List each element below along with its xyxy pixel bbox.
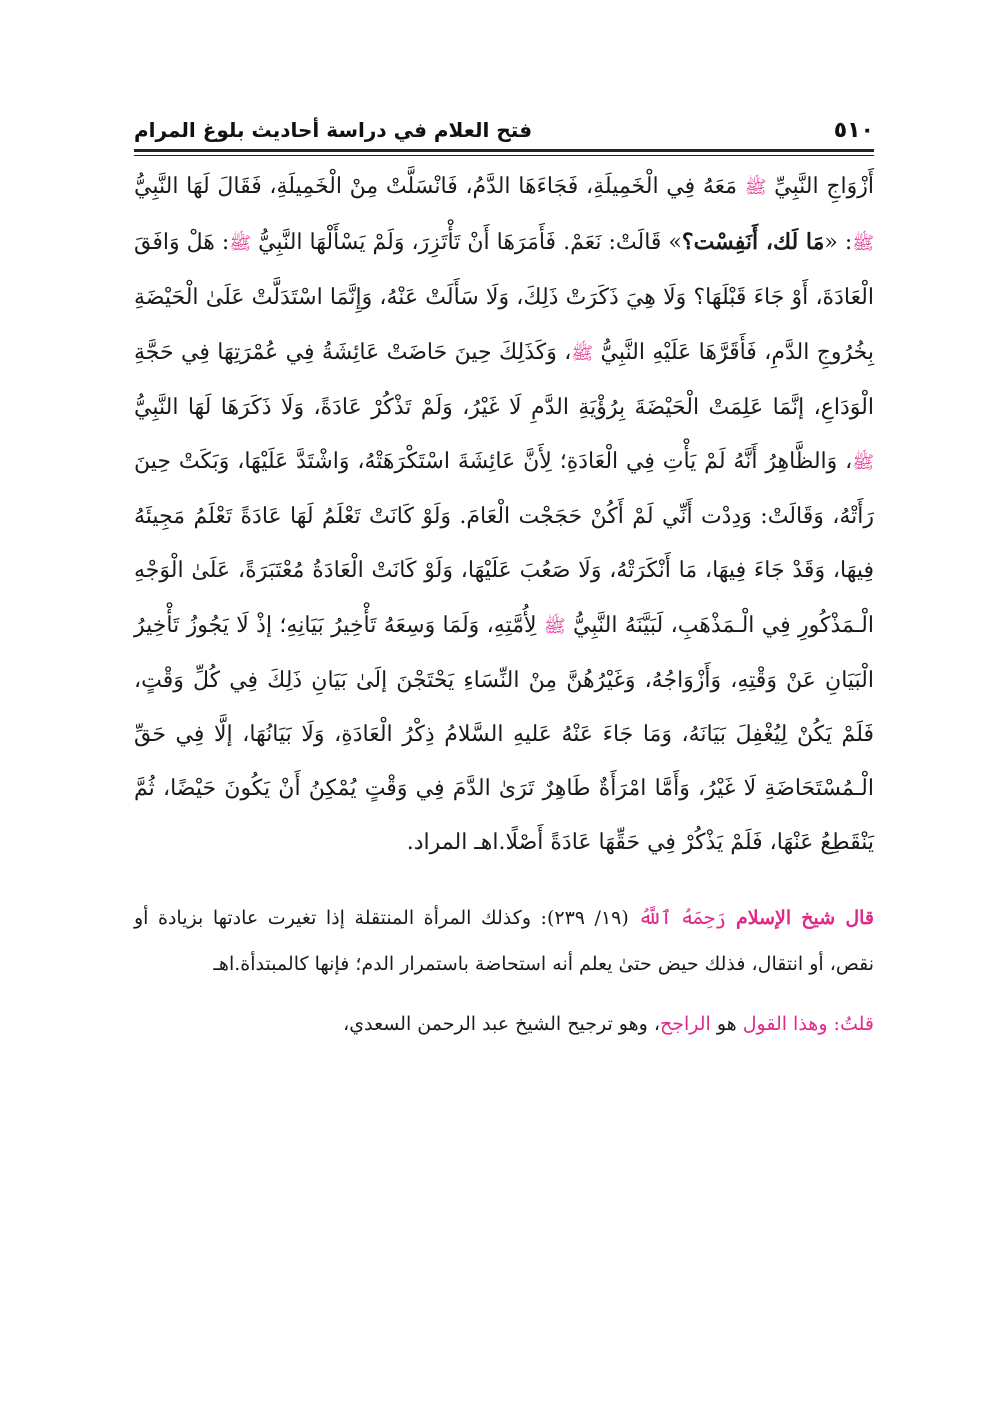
pbuh-glyph: ﷺ	[744, 177, 767, 198]
hadith-text: لِأُمَّتِهِ، وَلَمَا وَسِعَهُ تَأْخِيرُ بَيَانِهِ؛ إذْ لَا يَجُوزُ تَأْخِيرُ الْبَيَانِ عَنْ وَقْتِهِ، وَأَزْوَاجُهُ، وَغَيْرُهُنَّ مِنْ النِّسَاءِ يَحْتَجْنَ إلَىٰ بَيَانِ ذَلِكَ فِي كُلِّ وَقْتٍ، فَلَمْ يَكُنْ لِيُغْفِلَ بَيَانَهُ، وَمَا جَاءَ عَنْهُ عَليهِ السَّلامُ ذِكْرُ الْعَادَةِ، وَلَا بَيَانُهَا، إلَّا فِي حَقِّ الْـمُسْتَحَاضَةِ لَا غَيْرُ، وَأَمَّا امْرَأَةٌ طَاهِرٌ تَرَىٰ الدَّمَ فِي وَقْتٍ يُمْكِنُ أَنْ يَكُونَ حَيْضًا، ثُمَّ يَنْقَطِعُ عَنْهَا، فَلَمْ يَذْكُرْ فِي حَقِّهَا عَادَةً أَصْلًا.اهـ المراد.	[134, 612, 874, 856]
page-number: ٥١٠	[833, 117, 874, 143]
qultu-lead: قلتُ:	[827, 1012, 874, 1035]
pbuh-glyph: ﷺ	[852, 452, 874, 474]
shaykh-paragraph	[134, 895, 874, 987]
honorific: رَحِمَهُ ٱللَّهُ	[638, 906, 726, 929]
qultu-middle: هو	[710, 1012, 743, 1035]
hadith-quote: مَا لَك، أَنَفِسْت؟	[681, 229, 825, 256]
qultu-text: ، وهو ترجيح الشيخ عبد الرحمن السعدي،	[343, 1012, 660, 1035]
hadith-text: أَزْوَاجِ النَّبِيِّ	[766, 174, 874, 199]
hadith-text: : هَلْ وَافَقَ الْعَادَةَ، أَوْ جَاءَ قَبْلَهَا؟ وَلَا هِيَ ذَكَرَتْ ذَلِكَ، وَلَا سَأَلَتْ عَنْهُ، وَإِنَّمَا اسْتَدَلَّتْ عَلَىٰ الْحَيْضَةِ بِخُرُوجِ الدَّمِ، فَأَقَرَّهَا عَلَيْهِ النَّبِيُّ	[134, 230, 874, 365]
running-header	[134, 112, 874, 148]
pbuh-glyph: ﷺ	[229, 233, 252, 255]
header-rule-thin	[134, 155, 874, 156]
qultu-highlight: الراجح	[659, 1012, 711, 1035]
header-rule	[134, 149, 874, 152]
qultu-paragraph	[134, 1001, 874, 1047]
pbuh-glyph: ﷺ	[852, 233, 874, 255]
body-text	[134, 160, 874, 1047]
hadith-text: » قَالَتْ: نَعَمْ. فَأَمَرَهَا أَنْ تَأْتَزِرَ، وَلَمْ يَسْأَلْهَا النَّبِيُّ	[251, 230, 682, 256]
hadith-paragraph	[134, 160, 874, 871]
hadith-text: ، وَكَذَلِكَ حِينَ حَاضَتْ عَائِشَةُ فِي عُمْرَتِهَا فِي حَجَّةِ الْوَدَاعِ، إنَّمَا عَلِمَتْ الْحَيْضَةَ بِرُؤْيَةِ الدَّمِ لَا غَيْرُ، وَلَمْ تَذْكُرْ عَادَةً، وَلَا ذَكَرَهَا لَهَا النَّبِيُّ	[134, 339, 874, 420]
pbuh-glyph: ﷺ	[543, 615, 566, 637]
header-title: فتح العلام في دراسة أحاديث بلوغ المرام	[134, 118, 533, 142]
pbuh-glyph: ﷺ	[571, 342, 594, 364]
shaykh-lead: قال شيخ الإسلام	[725, 906, 875, 929]
hadith-text: : «	[824, 230, 853, 256]
shaykh-text: : وكذلك المرأة المنتقلة إذا تغيرت عادتها بزيادة أو نقص، أو انتقال، فذلك حيض حتىٰ يعلم أنه استحاضة باستمرار الدم؛ فإنها كالمبتدأة.اهـ	[134, 906, 874, 975]
hadith-text: مَعَهُ فِي الْخَمِيلَةِ، فَجَاءَهَا الدَّمُ، فَانْسَلَّتْ مِنْ الْخَمِيلَةِ، فَقَالَ لَهَا النَّبِيُّ	[134, 174, 745, 199]
qultu-highlight: وهذا القول	[742, 1012, 828, 1035]
hadith-text: ، وَالظَّاهِرُ أَنَّهُ لَمْ يَأْتِ فِي الْعَادَةِ؛ لِأَنَّ عَائِشَةَ اسْتَكْرَهَتْهُ، وَاشْتَدَّ عَلَيْهَا، وَبَكَتْ حِينَ رَأَتْهُ، وَقَالَتْ: وَدِدْت أَنِّي لَمْ أَكُنْ حَجَجْت الْعَامَ. وَلَوْ كَانَتْ تَعْلَمُ لَهَا عَادَةً تَعْلَمُ مَجِيئَهُ فِيهَا، وَقَدْ جَاءَ فِيهَا، مَا أَنْكَرَتْهُ، وَلَا صَعُبَ عَلَيْهَا، وَلَوْ كَانَتْ الْعَادَةُ مُعْتَبَرَةً، عَلَىٰ الْوَجْهِ الْـمَذْكُورِ فِي الْـمَذْهَبِ، لَبَيَّنَهُ النَّبِيُّ	[134, 449, 874, 638]
shaykh-reference: (١٩/ ٢٣٩)	[546, 906, 639, 929]
